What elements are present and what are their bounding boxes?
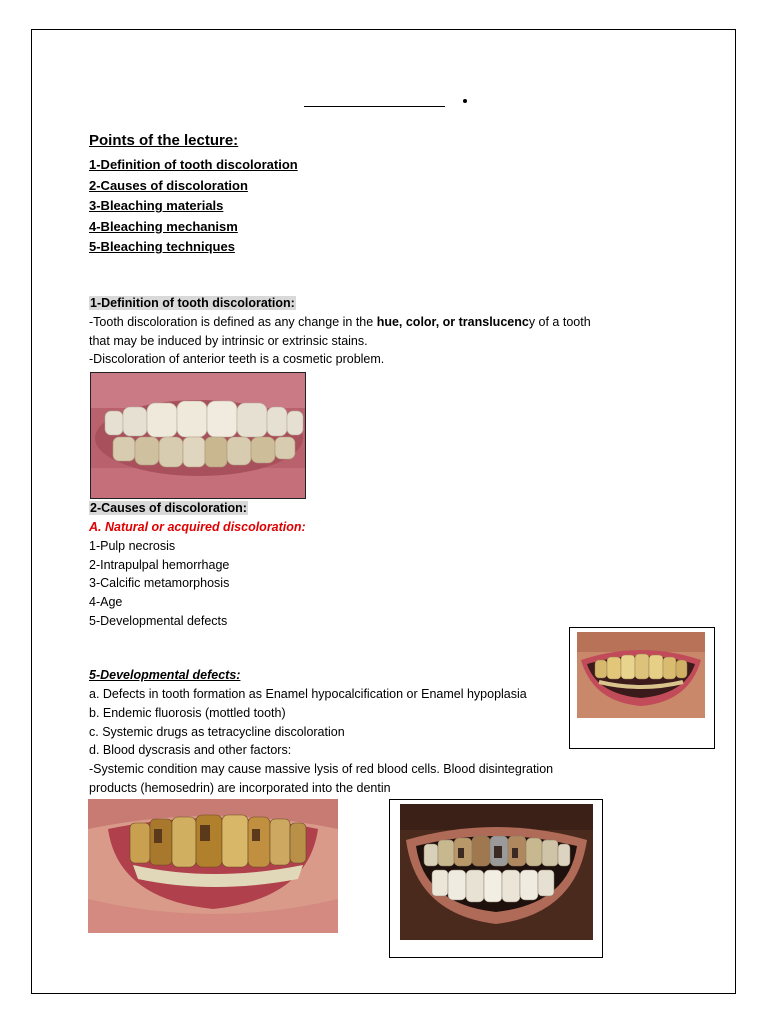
definition-line-2: that may be induced by intrinsic or extrinsic stains. <box>89 334 368 348</box>
definition-text: y of a tooth <box>528 315 591 329</box>
developmental-line: b. Endemic fluorosis (mottled tooth) <box>89 706 286 720</box>
header-bullet <box>463 99 467 103</box>
definition-heading-row <box>89 294 296 313</box>
blood-dyscrasia-photo-frame <box>389 799 603 958</box>
lecture-point: 1-Definition of tooth discoloration <box>89 157 298 172</box>
developmental-line: d. Blood dyscrasis and other factors: <box>89 743 292 757</box>
developmental-line: a. Defects in tooth formation as Enamel hypocalcification or Enamel hypoplasia <box>89 687 527 701</box>
fluorosis-smile-photo <box>577 632 705 718</box>
definition-heading: 1-Definition of tooth discoloration: <box>90 296 295 310</box>
definition-line-1 <box>89 313 591 332</box>
cause-item: 4-Age <box>89 595 123 609</box>
causes-heading: 2-Causes of discoloration: <box>90 501 247 515</box>
header-underline <box>304 106 445 107</box>
lecture-points <box>89 155 298 258</box>
lecture-point: 5-Bleaching techniques <box>89 239 235 254</box>
definition-emphasis: hue, color, or translucenc <box>376 315 529 329</box>
cause-item: 5-Developmental defects <box>89 614 228 628</box>
lecture-point: 2-Causes of discoloration <box>89 177 248 193</box>
developmental-heading: 5-Developmental defects: <box>89 668 241 682</box>
developmental-line: products (hemosedrin) are incorporated into the dentin <box>89 781 391 795</box>
lecture-point: 3-Bleaching materials <box>89 198 224 213</box>
lecture-title: Points of the lecture: <box>89 132 239 149</box>
causes-heading-row <box>89 499 248 518</box>
cause-item: 2-Intrapulpal hemorrhage <box>89 558 230 572</box>
cause-item: 3-Calcific metamorphosis <box>89 576 230 590</box>
developmental-line: -Systemic condition may cause massive lysis of red blood cells. Blood disintegration <box>89 762 554 776</box>
tetracycline-stain-photo <box>88 799 338 933</box>
lecture-point: 4-Bleaching mechanism <box>89 218 238 234</box>
developmental-line: c. Systemic drugs as tetracycline discoloration <box>89 725 345 739</box>
fluorosis-photo-frame <box>569 627 715 749</box>
causes-subheading: A. Natural or acquired discoloration: <box>89 520 306 534</box>
definition-text: -Tooth discoloration is defined as any change in the <box>89 315 377 329</box>
blood-dyscrasia-stain-photo <box>400 804 593 940</box>
cause-item: 1-Pulp necrosis <box>89 539 176 553</box>
discolored-anterior-teeth-photo <box>90 372 306 499</box>
definition-line-3: -Discoloration of anterior teeth is a cosmetic problem. <box>89 352 385 366</box>
